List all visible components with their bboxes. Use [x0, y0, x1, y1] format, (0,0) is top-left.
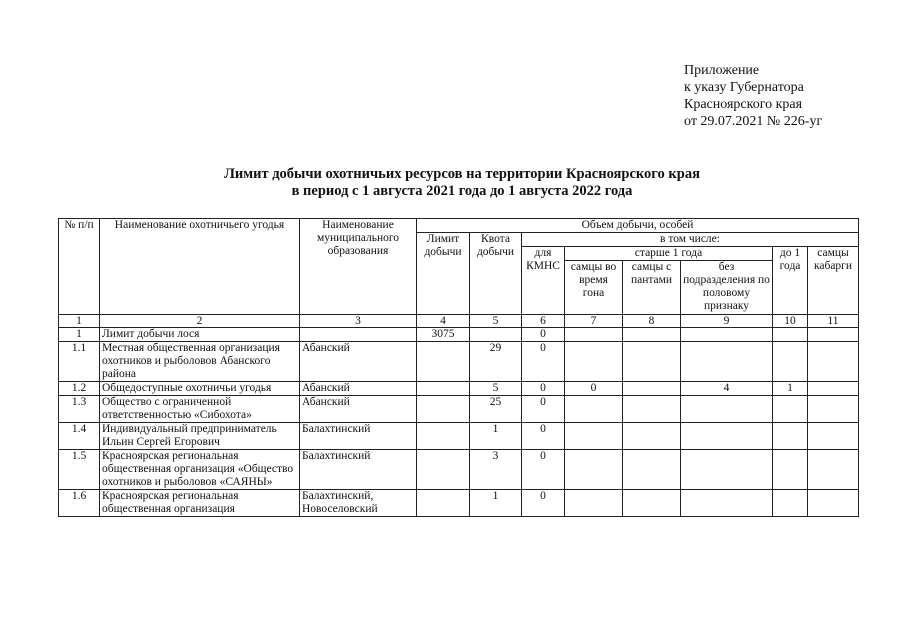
cell-municipality: Абанский	[300, 396, 417, 423]
cell-quota: 3	[470, 450, 522, 490]
header-including: в том числе:	[522, 233, 859, 247]
cell-rut	[565, 423, 623, 450]
header-municipality: Наименование муниципального образования	[300, 219, 417, 315]
header-males-rut: самцы во время гона	[565, 261, 623, 315]
cell-musk	[808, 490, 859, 517]
cell-quota: 5	[470, 382, 522, 396]
cell-quota	[470, 328, 522, 342]
header-kmns: для КМНС	[522, 247, 565, 315]
cell-rut	[565, 450, 623, 490]
col-number: 6	[522, 315, 565, 328]
cell-nosex	[681, 423, 773, 450]
cell-ground: Лимит добычи лося	[100, 328, 300, 342]
cell-num: 1.5	[59, 450, 100, 490]
cell-musk	[808, 423, 859, 450]
cell-quota: 1	[470, 490, 522, 517]
header-quota: Квота добычи	[470, 233, 522, 315]
header-under1: до 1 года	[773, 247, 808, 315]
table-row	[59, 382, 859, 396]
cell-municipality: Абанский	[300, 382, 417, 396]
header-musk-males: самцы кабарги	[808, 247, 859, 315]
table-row	[59, 423, 859, 450]
cell-num: 1.1	[59, 342, 100, 382]
appendix-block	[684, 62, 822, 130]
cell-limit: 3075	[417, 328, 470, 342]
col-number: 5	[470, 315, 522, 328]
cell-antlers	[623, 450, 681, 490]
cell-rut	[565, 328, 623, 342]
cell-municipality: Балахтинский	[300, 423, 417, 450]
cell-quota: 1	[470, 423, 522, 450]
table-row	[59, 396, 859, 423]
cell-kmns: 0	[522, 490, 565, 517]
cell-limit	[417, 490, 470, 517]
cell-num: 1	[59, 328, 100, 342]
title-line: Лимит добычи охотничьих ресурсов на территории Красноярского края	[224, 166, 700, 182]
cell-musk	[808, 328, 859, 342]
col-number: 10	[773, 315, 808, 328]
cell-kmns: 0	[522, 396, 565, 423]
table-row	[59, 342, 859, 382]
header-older: старше 1 года	[565, 247, 773, 261]
cell-limit	[417, 342, 470, 382]
col-number: 9	[681, 315, 773, 328]
cell-ground: Общество с ограниченной ответственностью «Сибохота»	[100, 396, 300, 423]
cell-ground: Красноярская региональная общественная организация	[100, 490, 300, 517]
cell-antlers	[623, 382, 681, 396]
appendix-line: Приложение	[684, 63, 760, 78]
appendix-line: от 29.07.2021 № 226-уг	[684, 114, 823, 129]
cell-ground: Общедоступные охотничьи угодья	[100, 382, 300, 396]
table-row	[59, 490, 859, 517]
cell-musk	[808, 396, 859, 423]
cell-num: 1.6	[59, 490, 100, 517]
cell-under1	[773, 490, 808, 517]
cell-musk	[808, 382, 859, 396]
cell-nosex	[681, 450, 773, 490]
cell-num: 1.2	[59, 382, 100, 396]
cell-kmns: 0	[522, 450, 565, 490]
cell-limit	[417, 396, 470, 423]
cell-under1	[773, 450, 808, 490]
limits-table	[58, 218, 859, 517]
cell-kmns: 0	[522, 382, 565, 396]
cell-limit	[417, 382, 470, 396]
cell-municipality	[300, 328, 417, 342]
cell-nosex	[681, 342, 773, 382]
document-title	[0, 166, 904, 200]
cell-under1: 1	[773, 382, 808, 396]
appendix-line: к указу Губернатора	[684, 80, 804, 95]
header-volume: Объем добычи, особей	[417, 219, 859, 233]
col-number: 11	[808, 315, 859, 328]
cell-nosex	[681, 328, 773, 342]
cell-num: 1.4	[59, 423, 100, 450]
table-row	[59, 328, 859, 342]
cell-under1	[773, 328, 808, 342]
cell-ground: Красноярская региональная общественная организация «Общество охотников и рыболовов «САЯНЫ»	[100, 450, 300, 490]
cell-quota: 29	[470, 342, 522, 382]
cell-nosex	[681, 490, 773, 517]
cell-ground: Местная общественная организация охотников и рыболовов Абанского района	[100, 342, 300, 382]
cell-kmns: 0	[522, 423, 565, 450]
cell-ground: Индивидуальный предприниматель Ильин Сергей Егорович	[100, 423, 300, 450]
cell-musk	[808, 342, 859, 382]
title-line: в период с 1 августа 2021 года до 1 августа 2022 года	[291, 183, 633, 199]
appendix-line: Красноярского края	[684, 97, 803, 112]
cell-musk	[808, 450, 859, 490]
cell-municipality: Балахтинский	[300, 450, 417, 490]
cell-limit	[417, 450, 470, 490]
header-ground: Наименование охотничьего угодья	[100, 219, 300, 315]
cell-kmns: 0	[522, 328, 565, 342]
column-number-row	[59, 315, 859, 328]
col-number: 8	[623, 315, 681, 328]
col-number: 1	[59, 315, 100, 328]
cell-limit	[417, 423, 470, 450]
col-number: 4	[417, 315, 470, 328]
cell-municipality: Абанский	[300, 342, 417, 382]
header-num: № п/п	[59, 219, 100, 315]
header-males-antlers: самцы с пантами	[623, 261, 681, 315]
cell-under1	[773, 423, 808, 450]
cell-nosex	[681, 396, 773, 423]
cell-rut	[565, 490, 623, 517]
cell-under1	[773, 396, 808, 423]
cell-rut: 0	[565, 382, 623, 396]
cell-antlers	[623, 490, 681, 517]
cell-antlers	[623, 342, 681, 382]
cell-antlers	[623, 328, 681, 342]
header-no-sex: без подразделения по половому признаку	[681, 261, 773, 315]
cell-antlers	[623, 423, 681, 450]
cell-kmns: 0	[522, 342, 565, 382]
cell-under1	[773, 342, 808, 382]
cell-quota: 25	[470, 396, 522, 423]
table-row	[59, 450, 859, 490]
col-number: 7	[565, 315, 623, 328]
header-limit: Лимит добычи	[417, 233, 470, 315]
cell-rut	[565, 396, 623, 423]
col-number: 3	[300, 315, 417, 328]
cell-num: 1.3	[59, 396, 100, 423]
cell-rut	[565, 342, 623, 382]
cell-antlers	[623, 396, 681, 423]
cell-municipality: Балахтинский, Новоселовский	[300, 490, 417, 517]
cell-nosex: 4	[681, 382, 773, 396]
col-number: 2	[100, 315, 300, 328]
